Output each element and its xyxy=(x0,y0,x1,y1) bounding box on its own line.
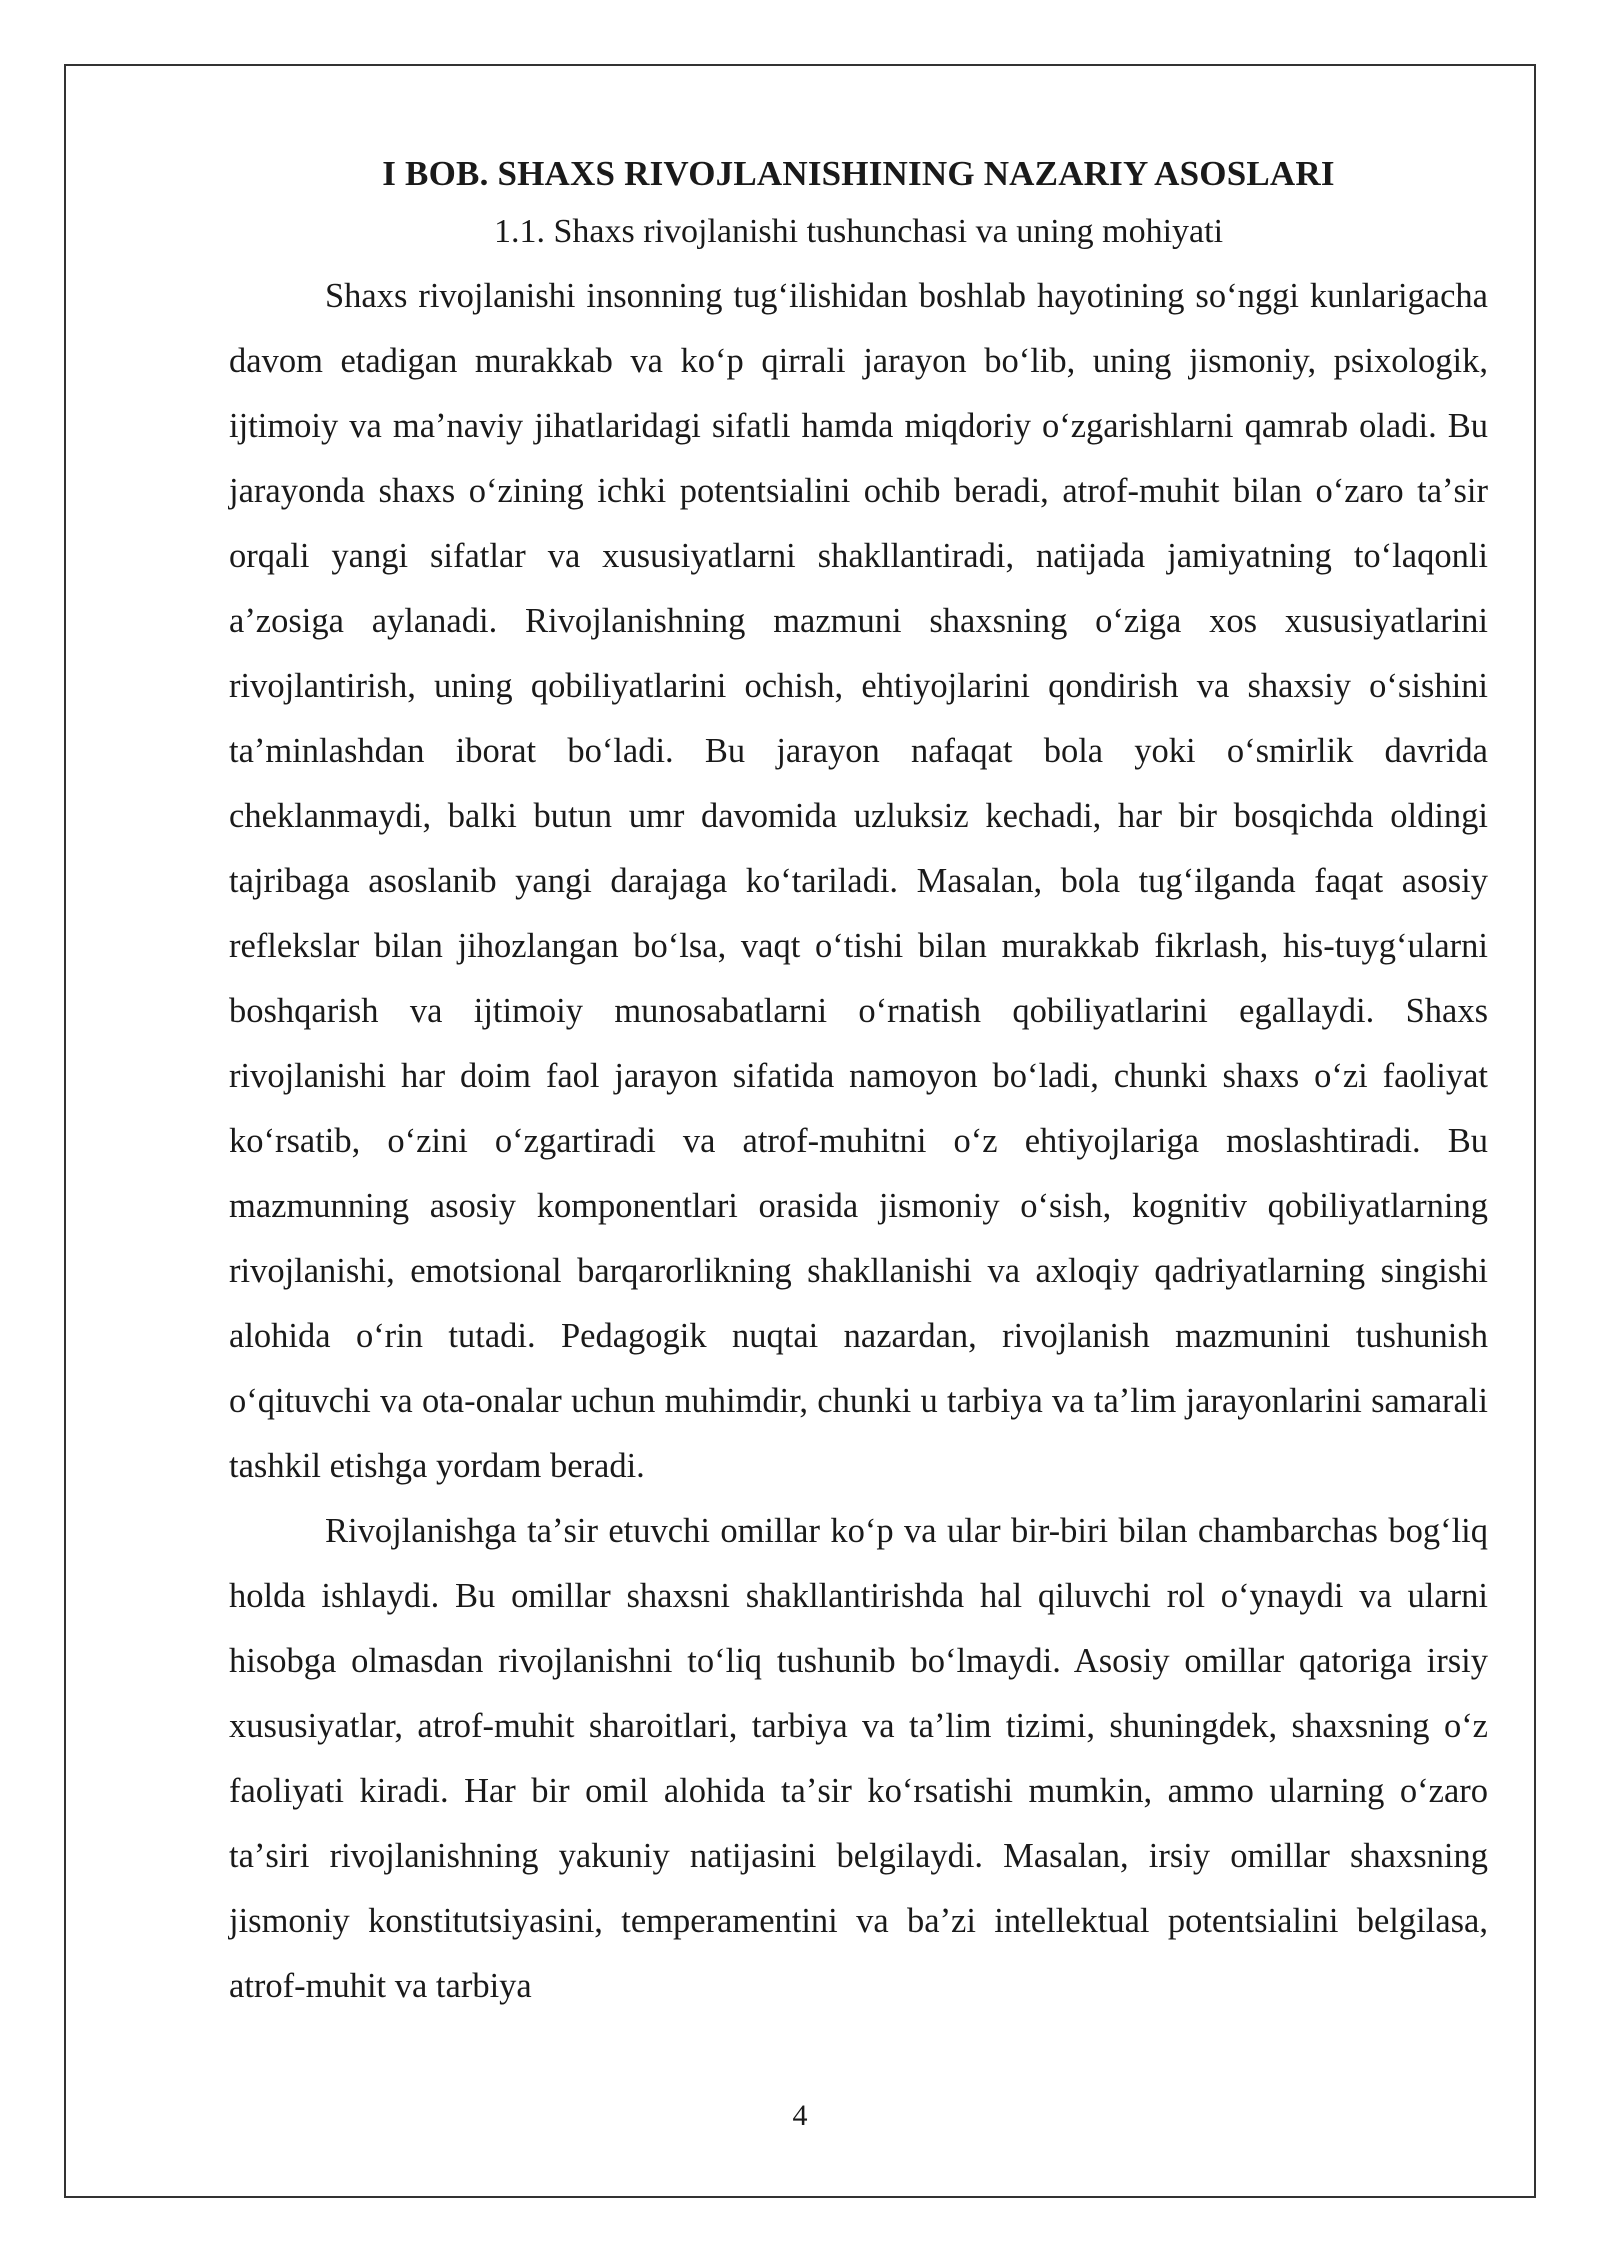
paragraph-1: Shaxs rivojlanishi insonning tugʻilishidan boshlab hayotining soʻnggi kunlarigacha davom etadigan murakkab va koʻp qirrali jarayon boʻlib, uning jismoniy, psixologik, ijtimoiy va maʼnaviy jihatlaridagi sifatli hamda miqdoriy oʻzgarishlarni qamrab oladi. Bu jarayonda shaxs oʻzining ichki potentsialini ochib beradi, atrof-muhit bilan oʻzaro taʼsir orqali yangi sifatlar va xususiyatlarni shakllantiradi, natijada jamiyatning toʻlaqonli aʼzosiga aylanadi. Rivojlanishning mazmuni shaxsning oʻziga xos xususiyatlarini rivojlantirish, uning qobiliyatlarini ochish, ehtiyojlarini qondirish va shaxsiy oʻsishini taʼminlashdan iborat boʻladi. Bu jarayon nafaqat bola yoki oʻsmirlik davrida cheklanmaydi, balki butun umr davomida uzluksiz kechadi, har bir bosqichda oldingi tajribaga asoslanib yangi darajaga koʻtariladi. Masalan, bola tugʻilganda faqat asosiy reflekslar bilan jihozlangan boʻlsa, vaqt oʻtishi bilan murakkab fikrlash, his-tuygʻularni boshqarish va ijtimoiy munosabatlarni oʻrnatish qobiliyatlarini egallaydi. Shaxs rivojlanishi har doim faol jarayon sifatida namoyon boʻladi, chunki shaxs oʻzi faoliyat koʻrsatib, oʻzini oʻzgartiradi va atrof-muhitni oʻz ehtiyojlariga moslashtiradi. Bu mazmunning asosiy komponentlari orasida jismoniy oʻsish, kognitiv qobiliyatlarning rivojlanishi, emotsional barqarorlikning shakllanishi va axloqiy qadriyatlarning singishi alohida oʻrin tutadi. Pedagogik nuqtai nazardan, rivojlanish mazmunini tushunish oʻqituvchi va ota-onalar uchun muhimdir, chunki u tarbiya va taʼlim jarayonlarini samarali tashkil etishga yordam beradi. xyxy=(229,277,1488,1485)
section-title: 1.1. Shaxs rivojlanishi tushunchasi va uning mohiyati xyxy=(493,213,1224,250)
page-number: 4 xyxy=(792,2099,808,2132)
paragraph-2: Rivojlanishga taʼsir etuvchi omillar koʻp va ular bir-biri bilan chambarchas bogʻliq holda ishlaydi. Bu omillar shaxsni shakllantirishda hal qiluvchi rol oʻynaydi va ularni hisobga olmasdan rivojlanishni toʻliq tushunib boʻlmaydi. Asosiy omillar qatoriga irsiy xususiyatlar, atrof-muhit sharoitlari, tarbiya va taʼlim tizimi, shuningdek, shaxsning oʻz faoliyati kiradi. Har bir omil alohida taʼsir koʻrsatishi mumkin, ammo ularning oʻzaro taʼsiri rivojlanishning yakuniy natijasini belgilaydi. Masalan, irsiy omillar shaxsning jismoniy konstitutsiyasini, temperamentini va baʼzi intellektual potentsialini belgilasa, atrof-muhit va tarbiya xyxy=(229,1512,1488,2005)
document-body xyxy=(229,148,1488,2019)
chapter-title: I BOB. SHAXS RIVOJLANISHINING NAZARIY ASOSLARI xyxy=(382,154,1335,193)
